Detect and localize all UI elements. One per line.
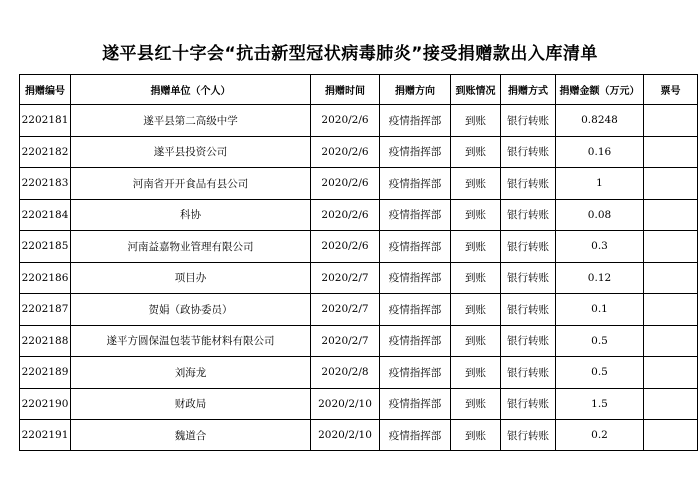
cell-id: 2202181 xyxy=(20,105,71,137)
cell-amount: 1.5 xyxy=(556,388,644,420)
cell-direction: 疫情指挥部 xyxy=(380,294,451,326)
cell-unit: 魏道合 xyxy=(71,420,311,451)
cell-id: 2202191 xyxy=(20,420,71,451)
cell-unit: 河南益嘉物业管理有限公司 xyxy=(71,231,311,263)
header-id: 捐赠编号 xyxy=(20,75,71,105)
cell-ticket xyxy=(644,199,698,231)
cell-time: 2020/2/6 xyxy=(311,231,380,263)
cell-id: 2202184 xyxy=(20,199,71,231)
header-ticket: 票号 xyxy=(644,75,698,105)
cell-method: 银行转账 xyxy=(501,420,556,451)
cell-time: 2020/2/10 xyxy=(311,420,380,451)
cell-direction: 疫情指挥部 xyxy=(380,168,451,200)
cell-status: 到账 xyxy=(451,357,501,389)
cell-direction: 疫情指挥部 xyxy=(380,105,451,137)
table-row xyxy=(20,420,698,451)
table-header-row xyxy=(20,75,698,105)
cell-method: 银行转账 xyxy=(501,294,556,326)
table-row xyxy=(20,199,698,231)
table-row xyxy=(20,262,698,294)
cell-direction: 疫情指挥部 xyxy=(380,357,451,389)
table-row xyxy=(20,294,698,326)
cell-ticket xyxy=(644,388,698,420)
cell-amount: 0.5 xyxy=(556,325,644,357)
cell-method: 银行转账 xyxy=(501,262,556,294)
cell-ticket xyxy=(644,420,698,451)
cell-time: 2020/2/7 xyxy=(311,325,380,357)
cell-unit: 遂平县第二高级中学 xyxy=(71,105,311,137)
cell-unit: 财政局 xyxy=(71,388,311,420)
donation-table xyxy=(19,74,698,451)
cell-time: 2020/2/7 xyxy=(311,262,380,294)
cell-status: 到账 xyxy=(451,231,501,263)
cell-ticket xyxy=(644,168,698,200)
cell-amount: 1 xyxy=(556,168,644,200)
cell-method: 银行转账 xyxy=(501,325,556,357)
cell-time: 2020/2/6 xyxy=(311,168,380,200)
document-title: 遂平县红十字会“抗击新型冠状病毒肺炎”接受捐赠款出入库清单 xyxy=(102,44,598,64)
cell-method: 银行转账 xyxy=(501,388,556,420)
cell-time: 2020/2/7 xyxy=(311,294,380,326)
cell-ticket xyxy=(644,262,698,294)
cell-method: 银行转账 xyxy=(501,105,556,137)
cell-ticket xyxy=(644,105,698,137)
cell-direction: 疫情指挥部 xyxy=(380,262,451,294)
cell-time: 2020/2/6 xyxy=(311,199,380,231)
cell-status: 到账 xyxy=(451,420,501,451)
table-row xyxy=(20,325,698,357)
table-row xyxy=(20,105,698,137)
header-direction: 捐赠方向 xyxy=(380,75,451,105)
cell-unit: 遂平方圆保温包装节能材料有限公司 xyxy=(71,325,311,357)
cell-direction: 疫情指挥部 xyxy=(380,388,451,420)
cell-ticket xyxy=(644,325,698,357)
cell-status: 到账 xyxy=(451,325,501,357)
cell-time: 2020/2/6 xyxy=(311,136,380,168)
table-row xyxy=(20,168,698,200)
cell-unit: 科协 xyxy=(71,199,311,231)
cell-status: 到账 xyxy=(451,105,501,137)
cell-id: 2202189 xyxy=(20,357,71,389)
cell-amount: 0.8248 xyxy=(556,105,644,137)
cell-method: 银行转账 xyxy=(501,136,556,168)
cell-direction: 疫情指挥部 xyxy=(380,199,451,231)
header-method: 捐赠方式 xyxy=(501,75,556,105)
cell-status: 到账 xyxy=(451,388,501,420)
cell-amount: 0.5 xyxy=(556,357,644,389)
cell-direction: 疫情指挥部 xyxy=(380,420,451,451)
cell-amount: 0.1 xyxy=(556,294,644,326)
table-row xyxy=(20,388,698,420)
cell-amount: 0.2 xyxy=(556,420,644,451)
cell-id: 2202183 xyxy=(20,168,71,200)
cell-id: 2202185 xyxy=(20,231,71,263)
cell-amount: 0.16 xyxy=(556,136,644,168)
cell-unit: 河南省开开食品有县公司 xyxy=(71,168,311,200)
cell-unit: 遂平县投资公司 xyxy=(71,136,311,168)
cell-id: 2202188 xyxy=(20,325,71,357)
cell-direction: 疫情指挥部 xyxy=(380,325,451,357)
cell-id: 2202190 xyxy=(20,388,71,420)
cell-amount: 0.12 xyxy=(556,262,644,294)
cell-method: 银行转账 xyxy=(501,199,556,231)
table-row xyxy=(20,136,698,168)
table-row xyxy=(20,231,698,263)
header-time: 捐赠时间 xyxy=(311,75,380,105)
cell-method: 银行转账 xyxy=(501,168,556,200)
cell-direction: 疫情指挥部 xyxy=(380,231,451,263)
cell-status: 到账 xyxy=(451,294,501,326)
cell-unit: 项目办 xyxy=(71,262,311,294)
cell-ticket xyxy=(644,136,698,168)
cell-id: 2202182 xyxy=(20,136,71,168)
cell-method: 银行转账 xyxy=(501,357,556,389)
table-row xyxy=(20,357,698,389)
cell-id: 2202186 xyxy=(20,262,71,294)
cell-ticket xyxy=(644,357,698,389)
cell-unit: 贺娟（政协委员） xyxy=(71,294,311,326)
cell-status: 到账 xyxy=(451,136,501,168)
cell-status: 到账 xyxy=(451,168,501,200)
header-amount: 捐赠金额（万元） xyxy=(556,75,644,105)
cell-direction: 疫情指挥部 xyxy=(380,136,451,168)
table-body xyxy=(20,105,698,451)
cell-time: 2020/2/6 xyxy=(311,105,380,137)
cell-method: 银行转账 xyxy=(501,231,556,263)
cell-ticket xyxy=(644,294,698,326)
cell-amount: 0.08 xyxy=(556,199,644,231)
cell-status: 到账 xyxy=(451,199,501,231)
cell-amount: 0.3 xyxy=(556,231,644,263)
cell-time: 2020/2/10 xyxy=(311,388,380,420)
cell-ticket xyxy=(644,231,698,263)
cell-unit: 刘海龙 xyxy=(71,357,311,389)
header-unit: 捐赠单位（个人） xyxy=(71,75,311,105)
header-status: 到账情况 xyxy=(451,75,501,105)
cell-id: 2202187 xyxy=(20,294,71,326)
cell-time: 2020/2/8 xyxy=(311,357,380,389)
cell-status: 到账 xyxy=(451,262,501,294)
